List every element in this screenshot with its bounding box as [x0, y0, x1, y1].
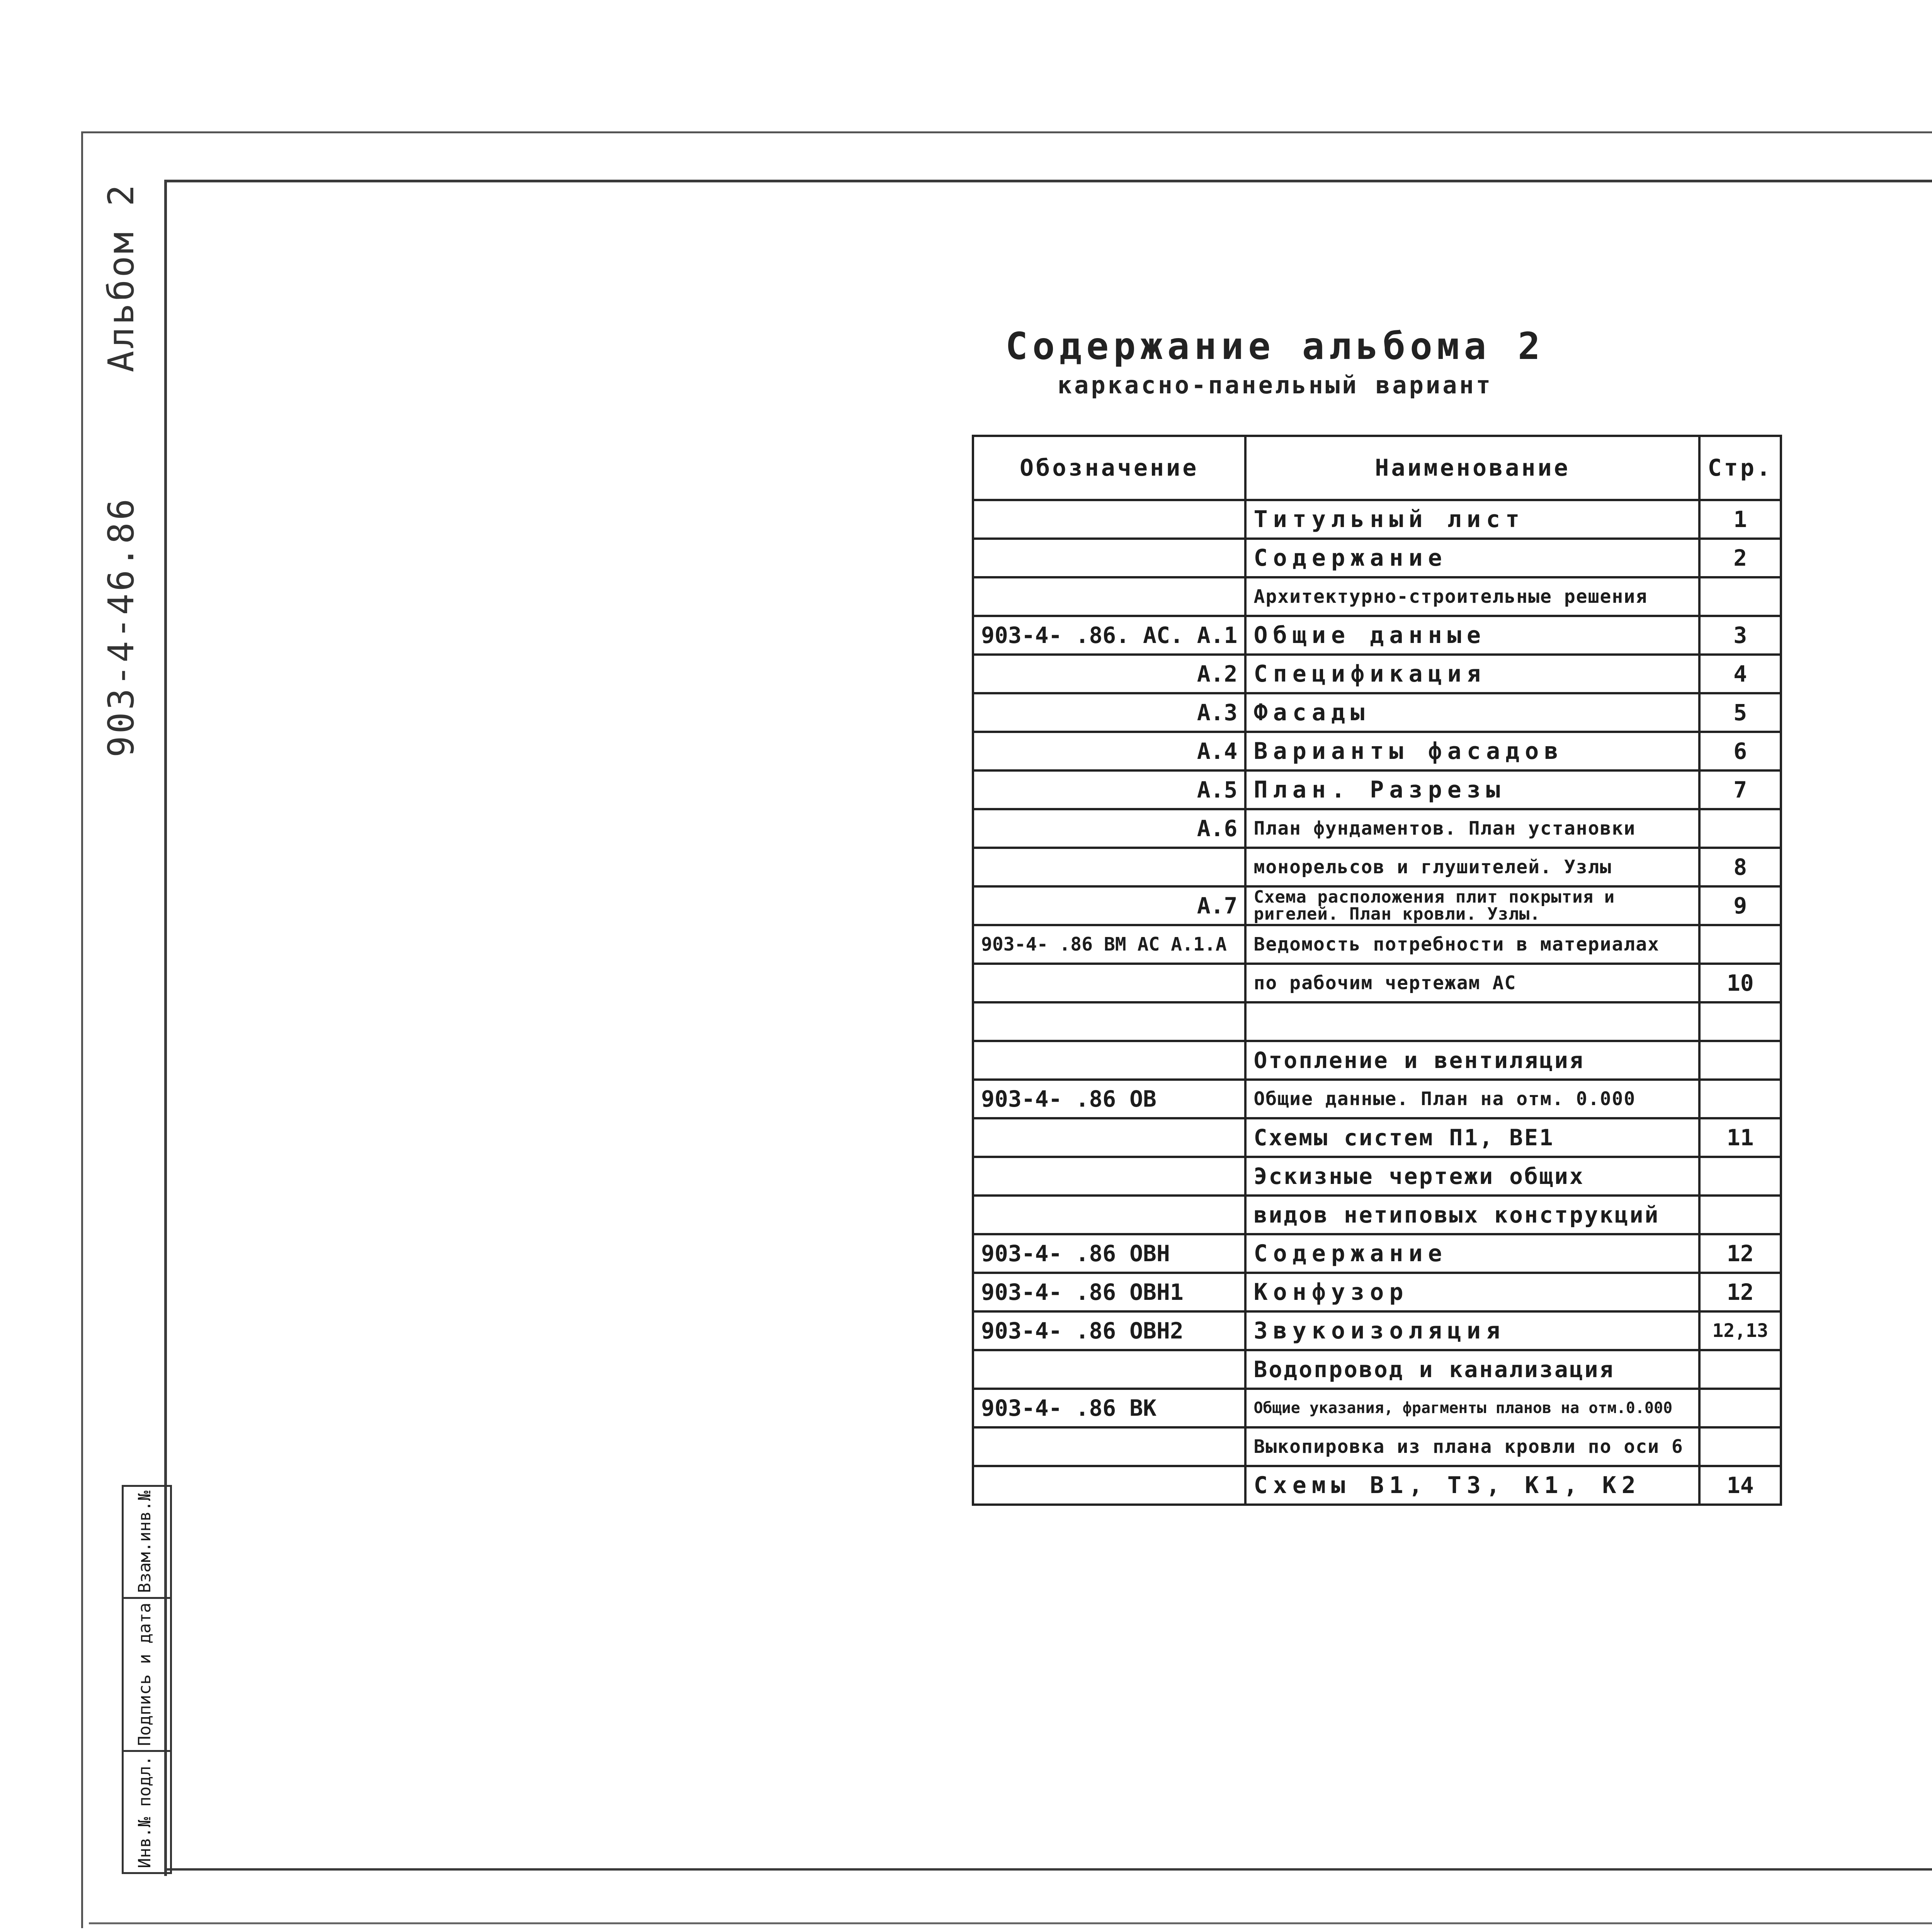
row-page: [1699, 1157, 1781, 1196]
page-title: Содержание альбома 2: [1005, 325, 1545, 368]
row-code: [973, 1118, 1245, 1157]
row-code: 903-4- .86 ОВН2: [973, 1311, 1245, 1350]
stamp-replacement: Взам.инв.№: [135, 1490, 155, 1593]
table-row: [973, 809, 1781, 848]
row-code: [973, 1002, 1245, 1041]
margin-label: [100, 182, 142, 757]
row-code: [973, 1157, 1245, 1196]
inner-frame-bottom: [164, 1868, 1932, 1871]
row-code: [973, 1350, 1245, 1389]
row-name: Содержание: [1245, 1234, 1699, 1273]
row-name: по рабочим чертежам АС: [1245, 964, 1699, 1002]
row-page: 5: [1699, 693, 1781, 732]
row-code: [973, 1427, 1245, 1466]
row-page: [1699, 1041, 1781, 1080]
row-page: 6: [1699, 732, 1781, 770]
row-name: Водопровод и канализация: [1245, 1350, 1699, 1389]
row-code: 903-4- .86 ВК: [973, 1389, 1245, 1427]
row-name: Фасады: [1245, 693, 1699, 732]
table-row: [973, 577, 1781, 616]
row-name: Выкопировка из плана кровли по оси 6: [1245, 1427, 1699, 1466]
row-page: 9: [1699, 886, 1781, 925]
row-name: Архитектурно-строительные решения: [1245, 577, 1699, 616]
row-page: [1699, 1002, 1781, 1041]
row-code: А.7: [973, 886, 1245, 925]
row-code: А.6: [973, 809, 1245, 848]
header-designation: Обозначение: [973, 436, 1245, 500]
row-page: 8: [1699, 848, 1781, 886]
table-row: [973, 1350, 1781, 1389]
row-code: 903-4- .86 ВМ АС А.1.А: [973, 925, 1245, 964]
header-page: Стр.: [1699, 436, 1781, 500]
row-name: монорельсов и глушителей. Узлы: [1245, 848, 1699, 886]
row-name: Спецификация: [1245, 655, 1699, 693]
stamp-inventory: Инв.№ подл.: [124, 1750, 170, 1872]
row-page: 11: [1699, 1118, 1781, 1157]
row-page: 10: [1699, 964, 1781, 1002]
row-code: 903-4- .86 ОВН1: [973, 1273, 1245, 1311]
table-row: [973, 1389, 1781, 1427]
row-code: А.5: [973, 770, 1245, 809]
table-row: [973, 886, 1781, 925]
margin-doc-code: 903-4-46.86: [100, 496, 142, 757]
table-row: [973, 693, 1781, 732]
row-page: 12,13: [1699, 1311, 1781, 1350]
table-row: [973, 1196, 1781, 1234]
row-code: [973, 1041, 1245, 1080]
row-code: [973, 1466, 1245, 1505]
table-row: [973, 1234, 1781, 1273]
row-name: Конфузор: [1245, 1273, 1699, 1311]
table-row: [973, 925, 1781, 964]
table-row: [973, 1311, 1781, 1350]
row-page: [1699, 1350, 1781, 1389]
table-row: [973, 1041, 1781, 1080]
table-row: [973, 1080, 1781, 1118]
table-row: [973, 1273, 1781, 1311]
row-page: 2: [1699, 539, 1781, 577]
row-page: 12: [1699, 1234, 1781, 1273]
table-row: [973, 1118, 1781, 1157]
contents-table: [972, 435, 1782, 1506]
margin-stamp: [122, 1485, 172, 1874]
row-code: А.2: [973, 655, 1245, 693]
row-name: Эскизные чертежи общих: [1245, 1157, 1699, 1196]
row-code: 903-4- .86. АС. А.1: [973, 616, 1245, 655]
row-name: Звукоизоляция: [1245, 1311, 1699, 1350]
row-page: [1699, 1427, 1781, 1466]
row-page: 7: [1699, 770, 1781, 809]
table-row: [973, 539, 1781, 577]
row-name: Варианты фасадов: [1245, 732, 1699, 770]
row-name: Титульный лист: [1245, 500, 1699, 539]
row-name: Схемы систем П1, ВЕ1: [1245, 1118, 1699, 1157]
row-page: 3: [1699, 616, 1781, 655]
table-row: [973, 964, 1781, 1002]
row-page: 1: [1699, 500, 1781, 539]
table-row: [973, 655, 1781, 693]
row-code: 903-4- .86 ОВН: [973, 1234, 1245, 1273]
row-code: [973, 964, 1245, 1002]
row-code: А.3: [973, 693, 1245, 732]
row-page: [1699, 577, 1781, 616]
row-name: [1245, 1002, 1699, 1041]
row-page: [1699, 1196, 1781, 1234]
outer-frame-bottom: [89, 1922, 1932, 1924]
margin-album: Альбом 2: [100, 182, 142, 372]
row-name: Схемы В1, Т3, К1, К2: [1245, 1466, 1699, 1505]
row-code: [973, 1196, 1245, 1234]
row-page: 12: [1699, 1273, 1781, 1311]
row-name: План. Разрезы: [1245, 770, 1699, 809]
row-name: План фундаментов. План установки: [1245, 809, 1699, 848]
table-row: [973, 1157, 1781, 1196]
table-row: [973, 848, 1781, 886]
table-row: [973, 770, 1781, 809]
row-page: [1699, 1080, 1781, 1118]
row-page: [1699, 809, 1781, 848]
row-code: [973, 500, 1245, 539]
row-code: [973, 848, 1245, 886]
row-name: Общие указания, фрагменты планов на отм.0.000: [1245, 1389, 1699, 1427]
outer-frame-left: [81, 131, 83, 1928]
table-row: [973, 500, 1781, 539]
stamp-signature-date: Подпись и дата: [124, 1597, 170, 1750]
table-header-row: [973, 436, 1781, 500]
outer-frame-top: [81, 131, 1932, 133]
row-name: Общие данные: [1245, 616, 1699, 655]
row-name: видов нетиповых конструкций: [1245, 1196, 1699, 1234]
row-name: Отопление и вентиляция: [1245, 1041, 1699, 1080]
row-page: 14: [1699, 1466, 1781, 1505]
table-row: [973, 1002, 1781, 1041]
header-name: Наименование: [1245, 436, 1699, 500]
row-code: 903-4- .86 ОВ: [973, 1080, 1245, 1118]
table-row: [973, 732, 1781, 770]
table-row: [973, 1466, 1781, 1505]
row-page: [1699, 925, 1781, 964]
row-name: Содержание: [1245, 539, 1699, 577]
table-row: [973, 1427, 1781, 1466]
row-code: А.4: [973, 732, 1245, 770]
row-name: Общие данные. План на отм. 0.000: [1245, 1080, 1699, 1118]
inner-frame-top: [164, 180, 1932, 182]
row-code: [973, 539, 1245, 577]
table-row: [973, 616, 1781, 655]
row-code: [973, 577, 1245, 616]
row-name: Схема расположения плит покрытия и ригелей. План кровли. Узлы.: [1245, 886, 1699, 925]
row-name: Ведомость потребности в материалах: [1245, 925, 1699, 964]
row-page: [1699, 1389, 1781, 1427]
page-subtitle: каркасно-панельный вариант: [1057, 371, 1493, 399]
row-page: 4: [1699, 655, 1781, 693]
